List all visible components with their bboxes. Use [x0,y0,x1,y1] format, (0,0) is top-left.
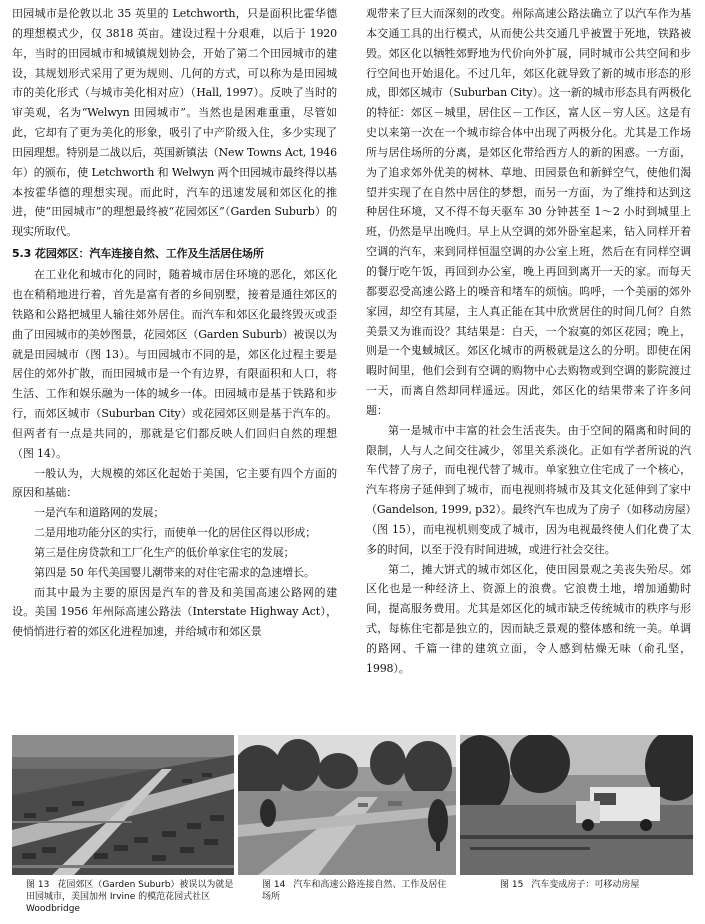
caption-text: 汽车变成房子：可移动房屋 [531,880,640,890]
figure-14-caption [262,879,452,903]
paragraph: 田园城市是伦敦以北 35 英里的 Letchworth，只是面积比霍华德的理想模式少，仅 3818 英亩。建设过程十分艰难，以后于 1920 年，当时的田园城市和城镇规划协会，开始了第二个田园城市的建设，其规划形式采用了更为规则、几何的方式，可以称为是田园城市的美化形式（与城市美化相对应）（Hall, 1997）。反映了当时的审美观，名为“Welwyn 田园城市”。当然也是困难重重，尽管如此，它却有了更为美化的形象，吸引了中产阶级入住，多少实现了田园理想。特别是二战以后，英国新镇法（New Towns Act, 1946 年）的颁布，使 Letchworth 和 Welwyn 两个田园城市最终得以基本按霍华德的理想实现。而此时，汽车的迅速发展和郊区化的推进，使“田园城市”的理想最终被“花园郊区”（Garden Suburb）的现实所取代。 [12,7,337,239]
caption-text: 花园郊区（Garden Suburb）被误以为就是田园城市，美国加州 Irvine 的模范花园式社区 Woodbridge [26,880,234,914]
paragraph: 第二，摊大饼式的城市郊区化，使田园景观之美丧失殆尽。郊区化也是一种经济上、资源上的浪费。它浪费土地，增加通勤时间，提高服务费用。尤其是郊区化的城市缺乏传统城市的秩序与形式，每栋住宅都是独立的，因而缺乏景观的整体感和统一美。单调的路网、千篇一律的建筑立面，令人感到枯燥无味（俞孔坚，1998）。 [366,562,691,675]
list-item: 一是汽车和道路网的发展； [34,506,165,520]
paragraph: 观带来了巨大而深刻的改变。州际高速公路法确立了以汽车作为基本交通工具的出行模式，从而使公共交通几乎被置于死地，铁路被毁。郊区化以牺牲郊野地为代价向外扩展，同时城市公共空间和步行空间也开始退化。不过几年，郊区化就导致了新的城市形态的形成，即郊区城市（Suburban City）。这一新的城市形态具有两极化的特征：郊区－城里，居住区－工作区，富人区－穷人区。这是有史以来第一次在一个城市综合体中出现了两极分化。尤其是工作场所与居住场所的分离，是郊区化带给西方人的新的困惑。一方面，为了追求郊外优美的树林、草地、田园景色和新鲜空气，使他们渴望并实现了在自然中居住的梦想，而另一方面，为了维持和达到这种居住环境，又不得不每天驱车 30 分钟甚至 1～2 小时到城里上班，仍然是早出晚归。早上从空调的郊外卧室起来，钻入同样开着空调的汽车，来到同样恒温空调的办公室上班，然后在有同样空调的餐厅吃午饭，再回到办公室，晚上再回到离开一天的家。而每天都要忍受高速公路上的噪音和堵车的烦恼。呜呼，一个美丽的郊外家园，却空有其屋，主人真正能在其中欣赏居住的时间几何？自然美景又为谁而设？其结果是：白天，一个寂寞的郊区花园；晚上，则是一个鬼蜮城区。郊区化城市的两极就是这么的分明。即使在闲暇时间里，他们会到有空调的购物中心去购物或到空调的影院渡过一天，而离自然却同样遥远。因此，郊区化的结果带来了许多问题： [366,7,691,417]
right-text-column [366,4,691,679]
figure-15-photo [460,735,693,875]
figure-number: 图 14 [262,880,286,890]
figure-number: 图 15 [500,880,524,890]
list-item: 二是用地功能分区的实行，而使单一化的居住区得以形成； [34,526,317,540]
paragraph: 一般认为，大规模的郊区化起始于美国，它主要有四个方面的原因和基础： [12,466,337,500]
list-item: 第三是住房贷款和工厂化生产的低价单家住宅的发展； [34,545,295,559]
figure-13-photo [12,735,234,875]
section-heading: 5.3 花园郊区：汽车连接自然、工作及生活居住场所 [12,247,264,261]
left-text-column [12,4,337,642]
paragraph: 而其中最为主要的原因是汽车的普及和美国高速公路网的建设。美国 1956 年州际高速公路法（Interstate Highway Act），使悄悄进行着的郊区化进程加速，并给城市和郊区景 [12,585,337,639]
figure-13-caption [26,879,236,915]
figure-14-photo [238,735,456,875]
figure-15-caption [500,879,690,891]
list-item: 第四是 50 年代美国婴儿潮带来的对住宅需求的急速增长。 [34,565,315,579]
caption-text: 汽车和高速公路连接自然、工作及居住场所 [262,880,447,902]
figure-number: 图 13 [26,880,50,890]
paragraph: 第一是城市中丰富的社会生活丧失。由于空间的隔离和时间的限制，人与人之间交往减少，邻里关系淡化。正如有学者所说的汽车代替了房子，而电视代替了城市。单家独立住宅成了一个核心，汽车将房子延伸到了城市，而电视则将城市及其文化延伸到了家中（Gandelson, 1999, p32）。最终汽车也成为了房子（如移动房屋）（图 15），而电视机则变成了城市，因为电视最终使人们化费了太多的时间，以至于没有时间进城，或进行社会交往。 [366,423,691,556]
paragraph: 在工业化和城市化的同时，随着城市居住环境的恶化，郊区化也在稍稍地进行着，首先是富有者的乡间别墅，接着是通往郊区的铁路和公路把城里人输往郊外居住。而汽车和郊区化最终毁灭或歪曲了田园城市的美妙图景，花园郊区（Garden Suburb）被误以为就是田园城市（图 13）。与田园城市不同的是，郊区化过程主要是居住的郊外扩散，而田园城市是一个有边界，有限面积和人口，将生活、工作和娱乐融为一体的城乡一体。田园城市是基于铁路和步行，而郊区城市（Suburban City）或花园郊区则是基于汽车的。但两者有一点是共同的，那就是它们都反映人们回归自然的理想（图 14）。 [12,268,337,460]
